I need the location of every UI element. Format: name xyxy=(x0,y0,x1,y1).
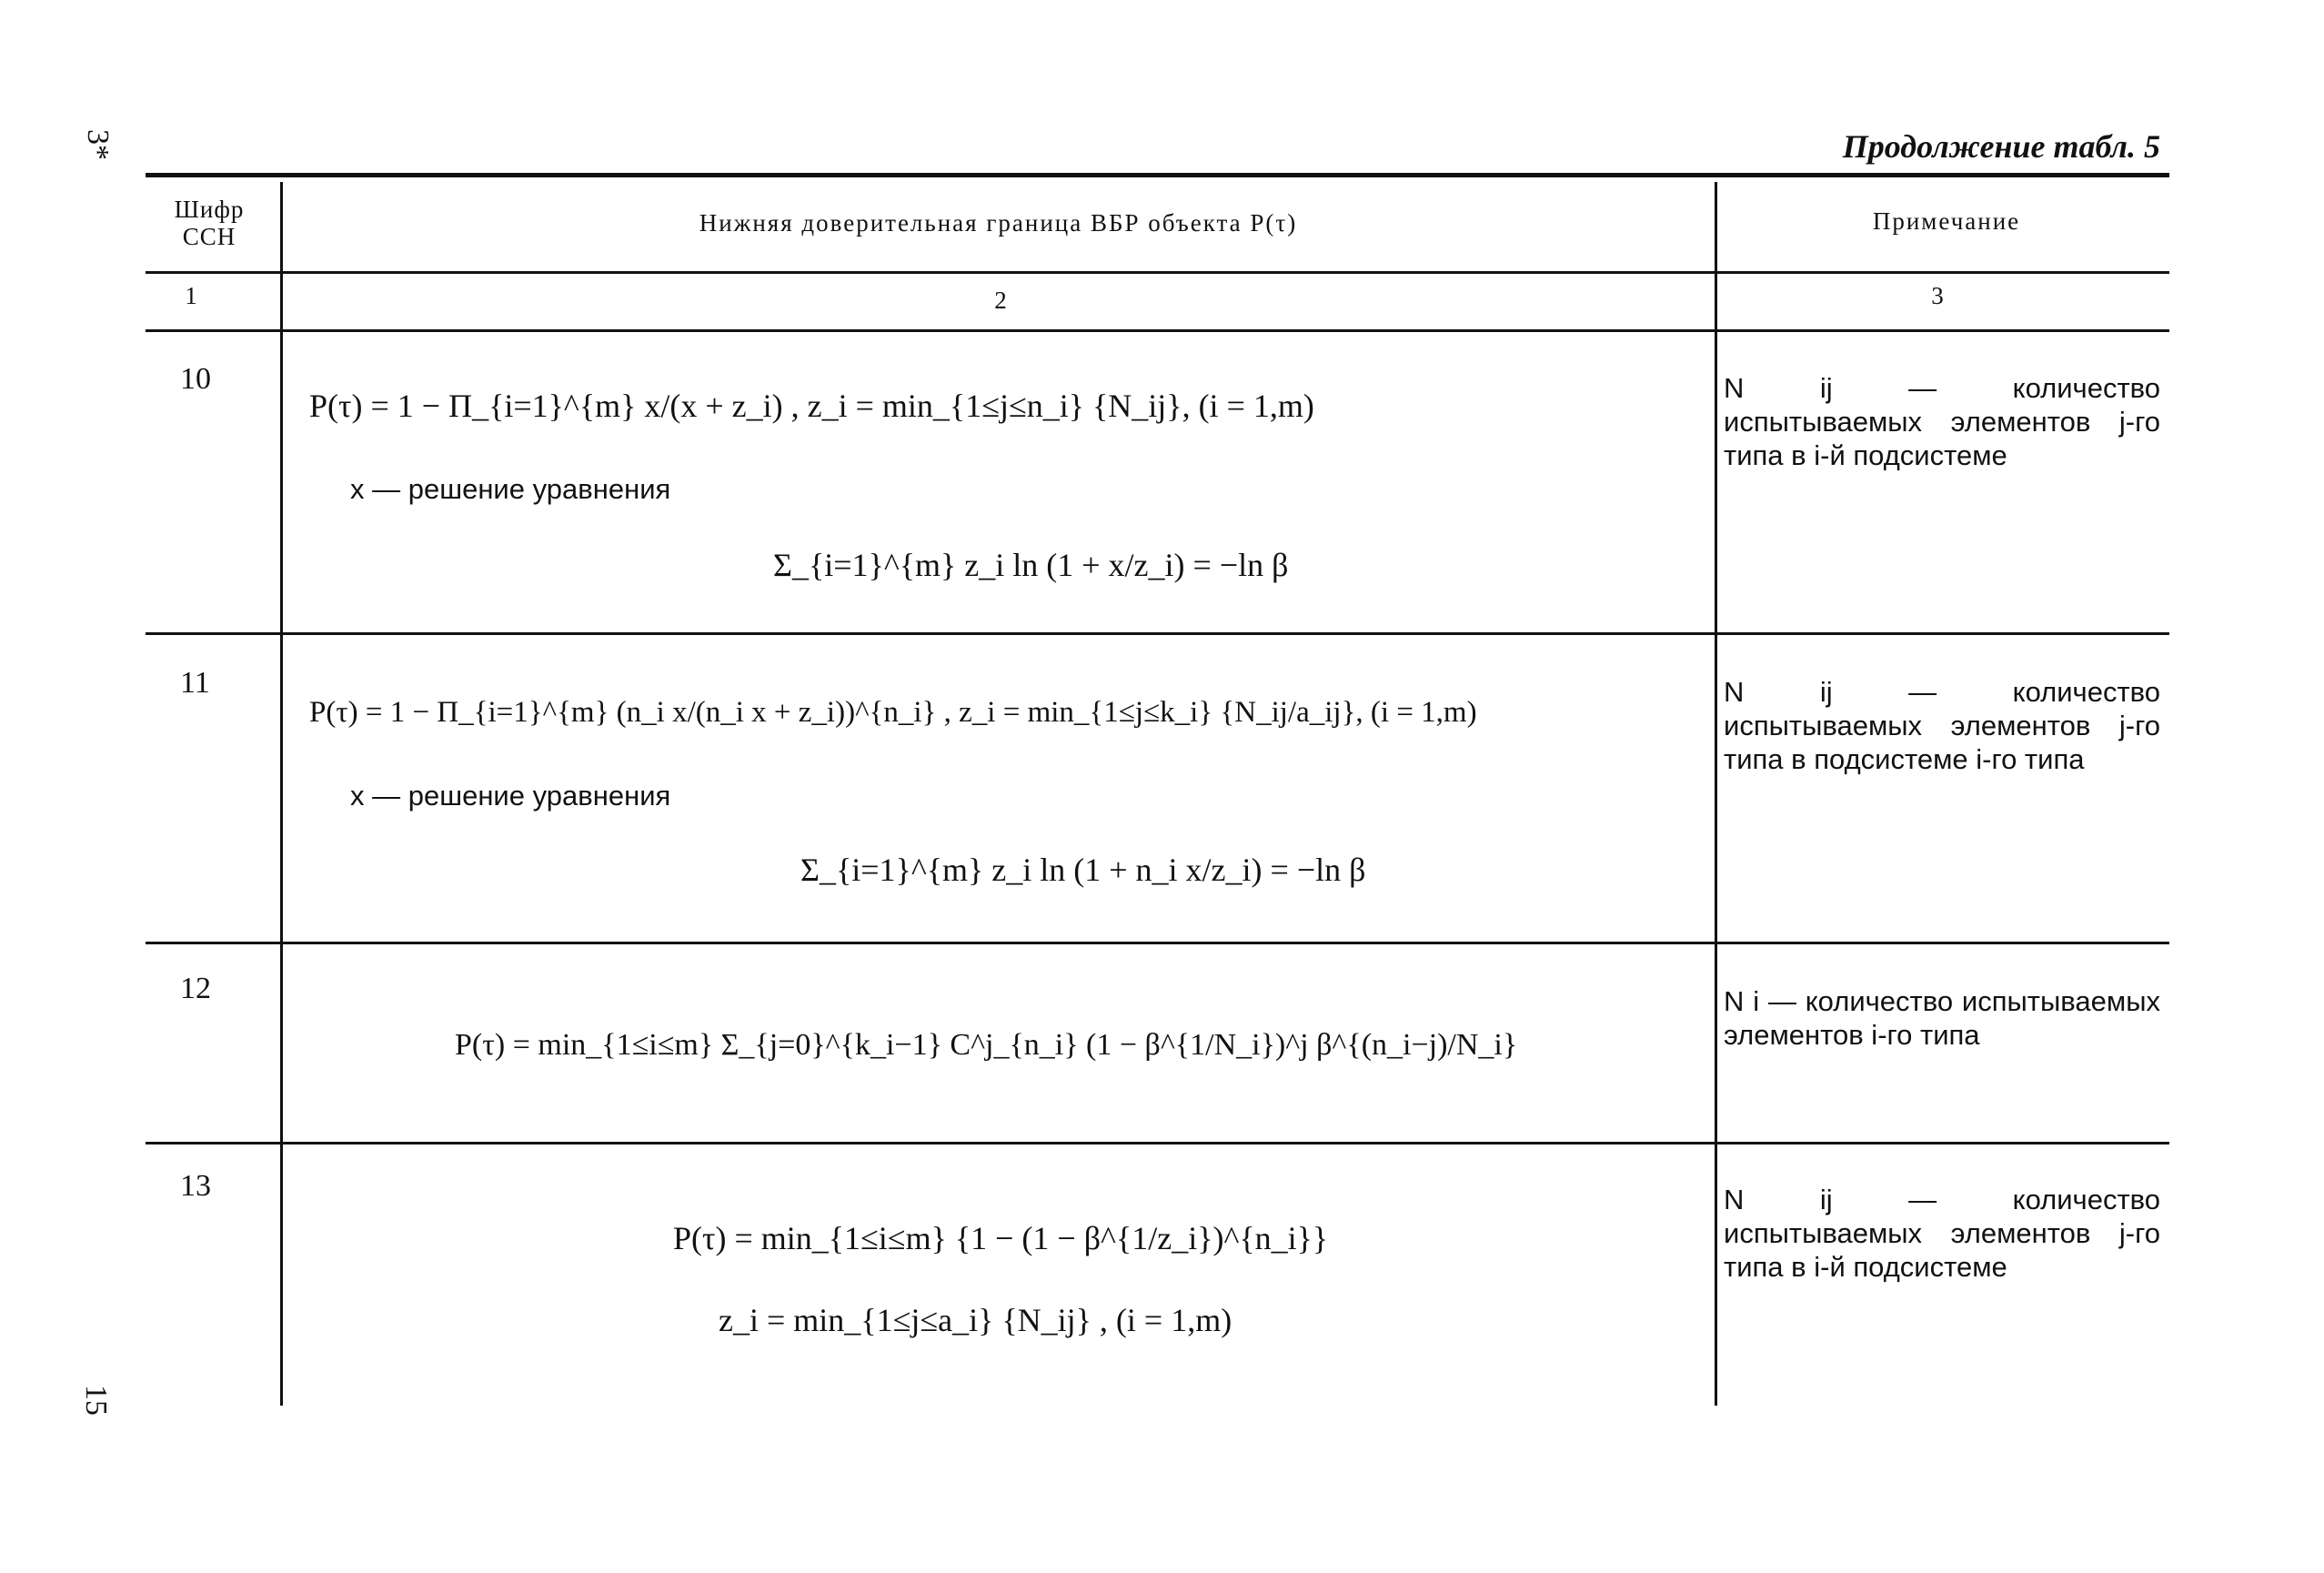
rule-top xyxy=(146,173,2169,177)
formula-equation: Σ_{i=1}^{m} z_i ln (1 + n_i x/z_i) = −ln β xyxy=(800,852,1366,888)
column-number-1: 1 xyxy=(185,282,197,309)
page-number: 15 xyxy=(79,1385,113,1416)
row-note: N ij — количество испытываемых элементов j-го типа в i-й подсистеме xyxy=(1724,372,2160,471)
row-code: 12 xyxy=(180,972,211,1005)
header-bound: Нижняя доверительная граница ВБР объекта P(τ) xyxy=(699,209,1298,237)
rule-col-divider-2 xyxy=(1715,182,1717,1406)
column-number-2: 2 xyxy=(994,287,1007,314)
row-note: N ij — количество испытываемых элементов j-го типа в i-й подсистеме xyxy=(1724,1184,2160,1283)
rule-colnum-bottom xyxy=(146,329,2169,332)
row-code: 13 xyxy=(180,1169,211,1203)
equation-label: x — решение уравнения xyxy=(350,780,671,812)
row-code: 10 xyxy=(180,362,211,396)
formula-reliability: P(τ) = min_{1≤i≤m} Σ_{j=0}^{k_i−1} C^j_{n_i} (1 − β^{1/N_i})^j β^{(n_i−j)/N_i} xyxy=(455,1028,1518,1062)
equation-label: x — решение уравнения xyxy=(350,473,671,505)
formula-equation: z_i = min_{1≤j≤a_i} {N_ij} , (i = 1,m) xyxy=(719,1302,1232,1338)
formula-reliability: P(τ) = 1 − Π_{i=1}^{m} (n_i x/(n_i x + z_i))^{n_i} , z_i = min_{1≤j≤k_i} {N_ij/a_ij}, (i = 1,m) xyxy=(309,696,1477,729)
row-code: 11 xyxy=(180,666,210,700)
rule-row10-bottom xyxy=(146,632,2169,635)
rule-header-bottom xyxy=(146,271,2169,274)
formula-equation: Σ_{i=1}^{m} z_i ln (1 + x/z_i) = −ln β xyxy=(773,547,1289,583)
formula-reliability: P(τ) = min_{1≤i≤m} {1 − (1 − β^{1/z_i})^{n_i}} xyxy=(673,1220,1329,1256)
table-caption: Продолжение табл. 5 xyxy=(1842,128,2160,165)
row-note: N ij — количество испытываемых элементов j-го типа в подсистеме i-го типа xyxy=(1724,676,2160,775)
header-note: Примечание xyxy=(1872,207,2021,235)
column-number-3: 3 xyxy=(1931,282,1944,309)
header-code: Шифр ССН xyxy=(174,196,245,250)
rule-col-divider-1 xyxy=(280,182,283,1406)
margin-mark: 3* xyxy=(81,129,115,160)
rule-row11-bottom xyxy=(146,942,2169,944)
rule-row12-bottom xyxy=(146,1142,2169,1144)
row-note: N i — количество испытываемых элементов i-го типа xyxy=(1724,985,2160,1051)
formula-reliability: P(τ) = 1 − Π_{i=1}^{m} x/(x + z_i) , z_i = min_{1≤j≤n_i} {N_ij}, (i = 1,m) xyxy=(309,388,1314,424)
